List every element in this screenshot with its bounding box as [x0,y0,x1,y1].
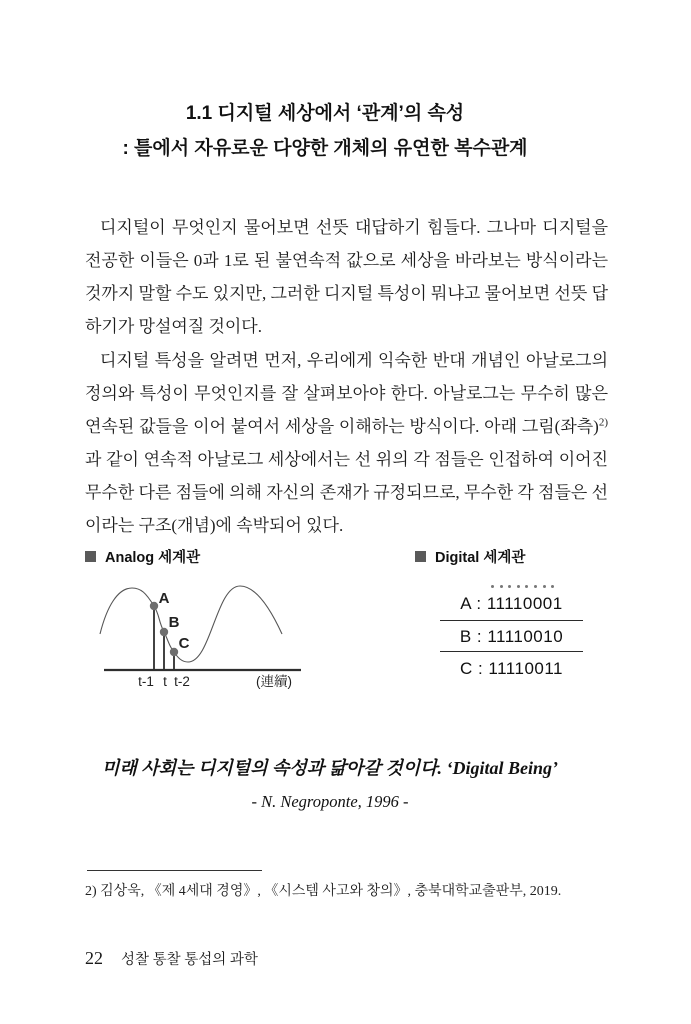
point-a-label: A [158,590,170,607]
point-a-dot [150,602,158,610]
binary-row-b: B : 11110010 [459,627,564,646]
point-c-dot [170,648,178,656]
point-b-dot [160,628,168,636]
bit-dot [551,585,554,588]
binary-row-c: C : 11110011 [459,659,564,678]
bit-dot [543,585,546,588]
footnote-text: 2) 김상욱, 《제 4세대 경영》, 《시스템 사고와 창의》, 충북대학교출판부, 2019. [85,884,562,899]
section-title [85,96,565,166]
digital-figure-header [415,546,525,567]
analog-waveform-diagram [85,572,315,696]
page-number: 22 [85,948,103,968]
square-bullet-icon [415,551,426,562]
analog-figure-title: Analog 세계관 [105,550,201,566]
bit-dot [491,585,494,588]
footnote-divider [87,870,262,871]
point-c-label: C [178,635,190,652]
continuous-caption: (連續) [256,674,292,689]
quote-text: 미래 사회는 디지털의 속성과 닮아갈 것이다. ‘Digital Being’ [102,758,558,778]
section-title-line2: : 틀에서 자유로운 다양한 개체의 유연한 복수관계 [122,138,528,159]
page-footer [85,948,258,969]
section-title-line1: 1.1 디지털 세상에서 ‘관계’의 속성 [185,103,465,124]
row-divider [440,620,583,621]
row-divider [440,651,583,652]
analog-figure-header [85,546,200,567]
running-book-title: 성찰 통찰 통섭의 과학 [121,952,258,968]
square-bullet-icon [85,551,96,562]
bit-dots-icon [491,585,554,588]
paragraph-1-text: 디지털이 무엇인지 물어보면 선뜻 대답하기 힘들다. 그나마 디지털을 전공한 이들은 0과 1로 된 불연속적 값으로 세상을 바라보는 방식이라는 것까지 말할 수도 있지만, 그러한 디지털 특성이 뭐냐고 물어보면 선뜻 답하기가 망설여질 것이다. [85,218,608,336]
digital-figure-title: Digital 세계관 [435,550,526,566]
quote-attribution: - N. Negroponte, 1996 - [251,792,409,811]
quote-block [85,752,575,818]
bit-dot [500,585,503,588]
tick-label-t1: t-1 [138,674,154,689]
body-paragraph-1 [85,211,608,343]
footnote-reference: 2) [598,416,608,429]
body-paragraph-2 [85,344,608,542]
tick-label-t2: t-2 [174,674,190,689]
bit-dot [517,585,520,588]
bit-dot [525,585,528,588]
tick-label-t: t [163,674,167,689]
paragraph-2-text-a: 디지털 특성을 알려면 먼저, 우리에게 익숙한 반대 개념인 아날로그의 정의와 특성이 무엇인지를 잘 살펴보아야 한다. 아날로그는 무수히 많은 연속된 값들을 이어 붙여서 세상을 이해하는 방식이다. 아래 그림(좌측) [85,351,608,436]
paragraph-2-text-b: 과 같이 연속적 아날로그 세상에서는 선 위의 각 점들은 인접하여 이어진 무수한 다른 점들에 의해 자신의 존재가 규정되므로, 무수한 각 점들은 선이라는 구조(개념)에 속박되어 있다. [85,450,608,535]
binary-row-a: A : 11110001 [460,594,563,613]
bit-dot [508,585,511,588]
point-b-label: B [168,614,180,631]
bit-dot [534,585,537,588]
continuous-wave-curve [100,586,282,662]
